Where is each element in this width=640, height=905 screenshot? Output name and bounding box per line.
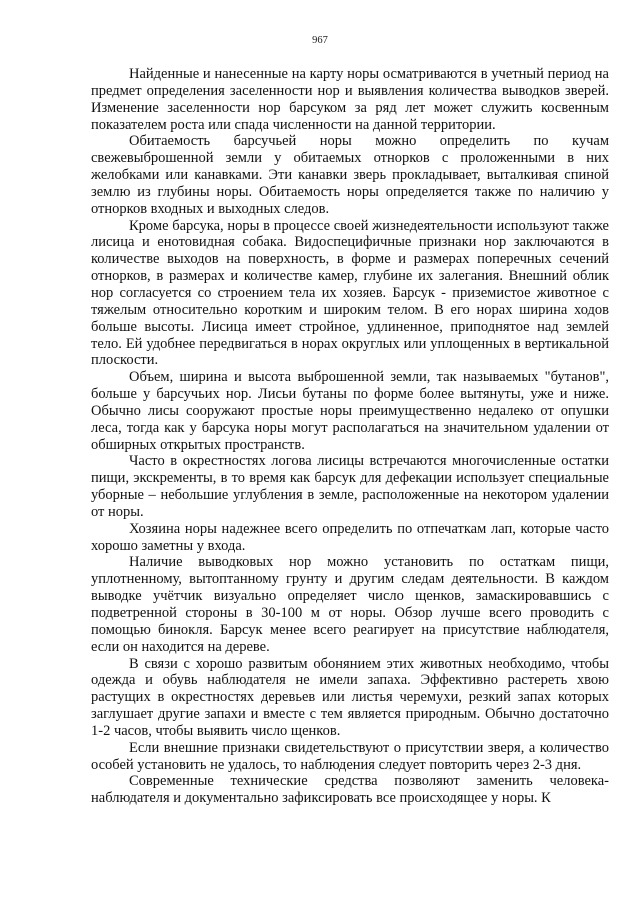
paragraph: Кроме барсука, норы в процессе своей жизнедеятельности используют также лисица и енотовидная собака. Видоспецифичные признаки нор заключаются в количестве выходов на поверхность, в форме и размерах поперечных сечений отнорков, в размерах и количестве камер, глубине их залегания. Внешний облик нор согласуется со строением тела их хозяев. Барсук - приземистое животное с тяжелым относительно коротким и широким телом. В его норах ширина ходов больше высоты. Лисица имеет стройное, удлиненное, приподнятое над землей тело. Ей удобнее передвигаться в норах округлых или уплощенных в вертикальной плоскости. bbox=[91, 217, 609, 369]
paragraph: Современные технические средства позволяют заменить человека-наблюдателя и документально зафиксировать все происходящее у норы. К bbox=[91, 773, 609, 807]
paragraph: В связи с хорошо развитым обонянием этих животных необходимо, чтобы одежда и обувь наблюдателя не имели запаха. Эффективно растереть хвою растущих в окрестностях деревьев или листья черемухи, резкий запах которых заглушает другие запахи и вместе с тем является природным. Обычно достаточно 1-2 часов, чтобы выявить число щенков. bbox=[91, 655, 609, 739]
paragraph: Найденные и нанесенные на карту норы осматриваются в учетный период на предмет определения заселенности нор и выявления количества выводков зверей. Изменение заселенности нор барсуком за ряд лет может служить косвенным показателем роста или спада численности на данной территории. bbox=[91, 66, 609, 133]
paragraph: Наличие выводковых нор можно установить по остаткам пищи, уплотненному, вытоптанному грунту и другим следам деятельности. В каждом выводке учётчик визуально определяет число щенков, замаскировавшись с подветренной стороны в 30-100 м от норы. Обзор лучше всего проводить с помощью бинокля. Барсук менее всего реагирует на присутствие наблюдателя, если он находится на дереве. bbox=[91, 554, 609, 655]
paragraph: Если внешние признаки свидетельствуют о присутствии зверя, а количество особей установить не удалось, то наблюдения следует повторить через 2-3 дня. bbox=[91, 739, 609, 773]
page-number: 967 bbox=[312, 35, 328, 46]
paragraph: Хозяина норы надежнее всего определить по отпечаткам лап, которые часто хорошо заметны у входа. bbox=[91, 520, 609, 554]
paragraph: Часто в окрестностях логова лисицы встречаются многочисленные остатки пищи, экскременты, в то время как барсук для дефекации использует специальные уборные – небольшие углубления в земле, расположенные на некотором удалении от норы. bbox=[91, 453, 609, 520]
text-body bbox=[91, 66, 609, 807]
paragraph: Объем, ширина и высота выброшенной земли, так называемых "бутанов", больше у барсучьих нор. Лисьи бутаны по форме более вытянуты, уже и ниже. Обычно лисы сооружают простые норы преимущественно недалеко от опушки леса, тогда как у барсука норы могут располагаться на значительном удалении от обширных открытых пространств. bbox=[91, 369, 609, 453]
paragraph: Обитаемость барсучьей норы можно определить по кучам свежевыброшенной земли у обитаемых отнорков с проложенными в них желобками или канавками. Эти канавки зверь прокладывает, выталкивая спиной землю из глубины норы. Обитаемость норы определяется также по наличию у отнорков входных и выходных следов. bbox=[91, 133, 609, 217]
